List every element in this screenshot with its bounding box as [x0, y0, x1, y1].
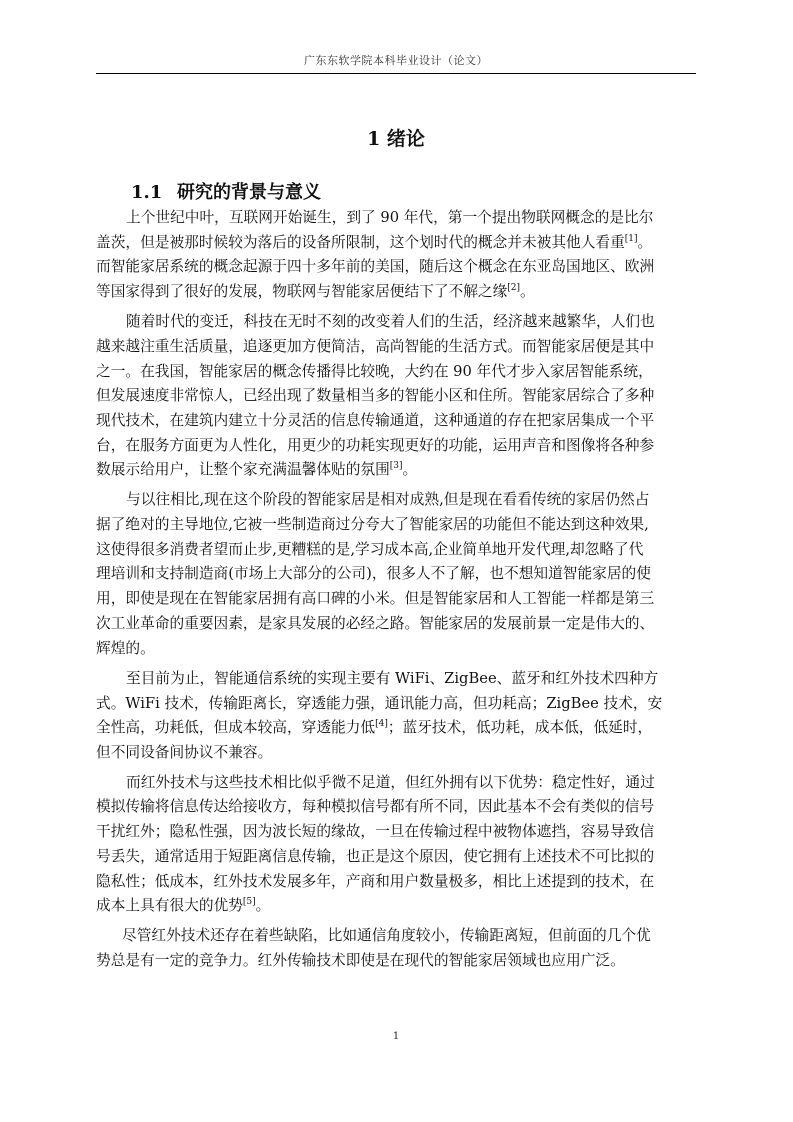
chapter-title: 1 绪论 [367, 128, 425, 150]
line-text: 与以往相比,现在这个阶段的智能家居是相对成熟,但是现在看看传统的家居仍然占 [126, 491, 650, 508]
body-line [96, 460, 417, 480]
body-line [126, 669, 658, 689]
line-text-tail: 。 [637, 234, 653, 251]
body-line [96, 743, 272, 763]
body-line [96, 362, 653, 382]
line-text: 上个世纪中叶，互联网开始诞生，到了 90 年代，第一个提出物联网概念的是比尔 [126, 209, 654, 226]
line-text: 据了绝对的主导地位,它被一些制造商过分夸大了智能家居的功能但不能达到这种效果, [96, 516, 649, 533]
body-line [96, 540, 643, 560]
body-line [96, 411, 654, 431]
line-text: 全性高，功耗低，但成本较高，穿透能力低 [96, 719, 376, 736]
body-line [96, 282, 535, 302]
body-line [126, 490, 649, 510]
header-rule [96, 73, 696, 74]
citation-ref: [1] [624, 234, 638, 244]
line-text: 式。WiFi 技术，传输距离长，穿透能力强，通讯能力高，但功耗高；ZigBee 技术，安 [96, 695, 663, 712]
body-line [96, 589, 654, 609]
body-line [96, 822, 654, 842]
line-text: 次工业革命的重要因素，是家具发展的必经之路。智能家居的发展前景一定是伟大的、 [96, 615, 655, 632]
body-line [96, 694, 662, 714]
body-line [96, 896, 270, 916]
body-line [96, 797, 654, 817]
line-text: 干扰红外；隐私性强，因为波长短的缘故，一旦在传输过程中被物体遮挡，容易导致信 [96, 823, 655, 840]
line-text: 尽管红外技术还存在着些缺陷，比如通信角度较小，传输距离短，但前面的几个优 [122, 927, 651, 944]
section-number: 1.1 [131, 182, 163, 203]
citation-ref: [5] [242, 897, 256, 907]
line-text: 盖茨，但是被那时候较为落后的设备所限制，这个划时代的概念并未被其他人看重 [96, 234, 625, 251]
citation-ref: [3] [389, 461, 403, 471]
line-text: 但不同设备间协议不兼容。 [96, 744, 273, 761]
line-text: 台，在服务方面更为人性化，用更少的功耗实现更好的功能，运用声音和图像将各种参 [96, 437, 655, 454]
page-header: 广东东软学院本科毕业设计（论文） [304, 54, 488, 67]
line-text-tail: 。 [255, 897, 271, 914]
body-line [96, 337, 654, 357]
line-text: 至目前为止，智能通信系统的实现主要有 WiFi、ZigBee、蓝牙和红外技术四种方 [126, 670, 659, 687]
line-text: 现代技术，在建筑内建立十分灵活的信息传输通道，这种通道的存在把家居集成一个平 [96, 412, 655, 429]
line-text: 而智能家居系统的概念起源于四十多年前的美国，随后这个概念在东亚岛国地区、欧洲 [96, 258, 655, 275]
page-number: 1 [392, 1031, 400, 1042]
line-text: 理培训和支持制造商(市场上大部分的公司)，很多人不了解，也不想知道智能家居的使 [96, 565, 651, 582]
line-text: 成本上具有很大的优势 [96, 897, 243, 914]
body-line [126, 312, 655, 332]
body-line [96, 614, 654, 634]
line-text: 但发展速度非常惊人，已经出现了数量相当多的智能小区和住所。智能家居综合了多种 [96, 387, 655, 404]
line-text: 之一。在我国，智能家居的概念传播得比较晚，大约在 90 年代才步入家居智能系统， [96, 363, 653, 380]
body-line [96, 436, 654, 456]
line-text: 等国家得到了很好的发展，物联网与智能家居便结下了不解之缘 [96, 283, 508, 300]
body-line [96, 718, 652, 738]
body-line [96, 564, 651, 584]
body-line [96, 872, 654, 892]
line-text: 用，即使是现在在智能家居拥有高口碑的小米。但是智能家居和人工智能一样都是第三 [96, 590, 655, 607]
body-line [96, 233, 652, 253]
body-line [96, 257, 654, 277]
body-line [96, 951, 625, 971]
line-text-tail: ；蓝牙技术，低功耗，成本低，低延时， [387, 719, 653, 736]
line-text: 模拟传输将信息传达给接收方，每种模拟信号都有所不同，因此基本不会有类似的信号 [96, 798, 655, 815]
body-line [96, 639, 155, 659]
line-text-tail: 。 [402, 461, 418, 478]
line-text-tail: 。 [520, 283, 535, 300]
line-text: 越来越注重生活质量，追逐更加方便简洁，高尚智能的生活方式。而智能家居便是其中 [96, 338, 655, 355]
line-text: 隐私性；低成本，红外技术发展多年，产商和用户数量极多，相比上述提到的技术，在 [96, 873, 655, 890]
body-line [126, 208, 653, 228]
body-line [96, 386, 654, 406]
line-text: 这使得很多消费者望而止步,更糟糕的是,学习成本高,企业简单地开发代理,却忽略了代 [96, 541, 644, 558]
line-text: 号丢失，通常适用于短距离信息传输，也正是这个原因，使它拥有上述技术不可比拟的 [96, 848, 655, 865]
citation-ref: [4] [375, 719, 388, 729]
line-text: 而红外技术与这些技术相比似乎微不足道，但红外拥有以下优势：稳定性好，通过 [126, 774, 655, 791]
citation-ref: [2] [507, 283, 521, 293]
body-line [96, 847, 654, 867]
body-line [122, 926, 651, 946]
line-text: 势总是有一定的竞争力。红外传输技术即使是在现代的智能家居领域也应用广泛。 [96, 952, 625, 969]
line-text: 随着时代的变迁，科技在无时不刻的改变着人们的生活，经济越来越繁华，人们也 [126, 313, 655, 330]
section-heading [131, 178, 321, 204]
body-line [126, 773, 655, 793]
line-text: 数展示给用户，让整个家充满温馨体贴的氛围 [96, 461, 390, 478]
section-title: 研究的背景与意义 [177, 182, 321, 203]
line-text: 辉煌的。 [96, 640, 155, 657]
body-line [96, 515, 649, 535]
